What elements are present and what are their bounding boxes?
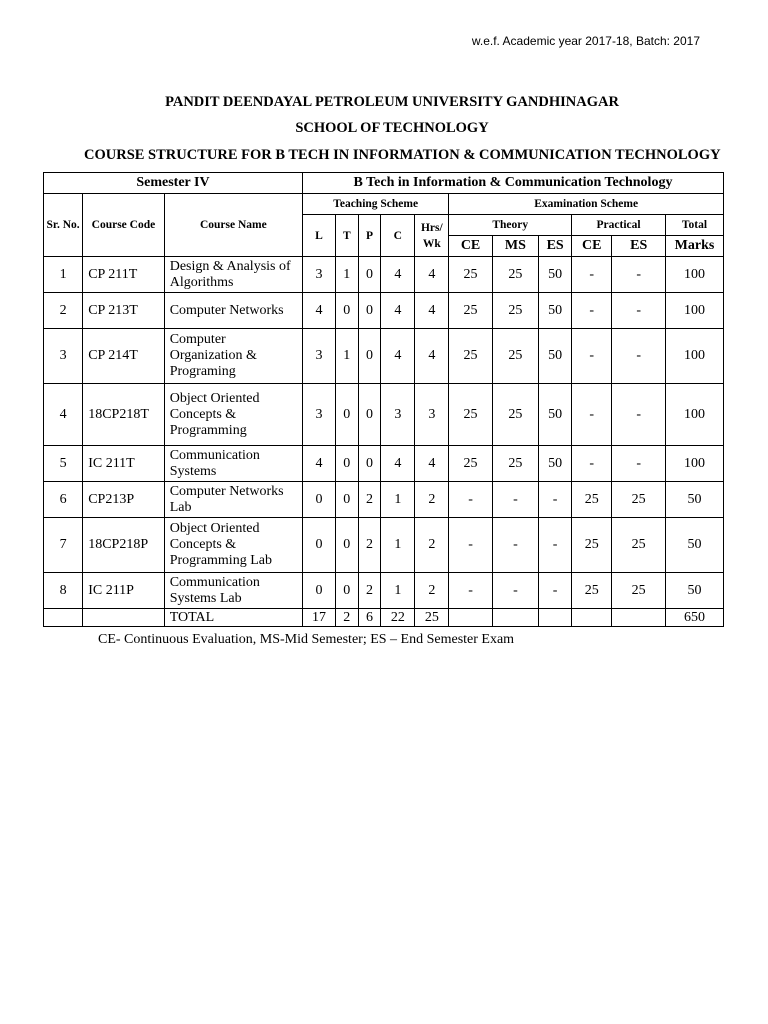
cell-ms: 25 — [492, 329, 538, 384]
t-header: T — [335, 215, 358, 257]
cell-total: 50 — [666, 518, 724, 573]
cell-ce: - — [449, 518, 492, 573]
c-header: C — [381, 215, 415, 257]
abbreviation-note: CE- Continuous Evaluation, MS-Mid Semester; ES – End Semester Exam — [98, 632, 515, 647]
table-row — [44, 573, 724, 609]
cell-pes: - — [612, 446, 666, 482]
marks-header: Marks — [666, 236, 724, 257]
cell-t: 0 — [335, 518, 358, 573]
cell-p: 0 — [358, 293, 381, 329]
examination-scheme-header: Examination Scheme — [449, 194, 724, 215]
cell-code: 18CP218T — [83, 384, 165, 446]
cell-t: 1 — [335, 257, 358, 293]
cell-l: 0 — [302, 573, 335, 609]
cell-ce: - — [449, 482, 492, 518]
course-name-header: Course Name — [164, 194, 302, 257]
course-structure-table — [43, 172, 724, 627]
cell-c: 1 — [381, 518, 415, 573]
cell-total: 100 — [666, 446, 724, 482]
cell-t: 0 — [335, 293, 358, 329]
totals-row — [44, 609, 724, 627]
cell-code: IC 211P — [83, 573, 165, 609]
cell-sr: 7 — [44, 518, 83, 573]
cell-l: 0 — [302, 482, 335, 518]
cell-es: - — [539, 482, 572, 518]
p-header: P — [358, 215, 381, 257]
table-row — [44, 482, 724, 518]
cell-p: 0 — [358, 384, 381, 446]
semester-cell: Semester IV — [44, 173, 303, 194]
cell-ce: 25 — [449, 329, 492, 384]
cell-code: CP 213T — [83, 293, 165, 329]
cell-pce: - — [572, 257, 612, 293]
cell-hrs: 4 — [415, 329, 449, 384]
cell-name: Object Oriented Concepts & Programming Lab — [164, 518, 302, 573]
cell-c: 4 — [381, 446, 415, 482]
table-row — [44, 518, 724, 573]
cell-sr: 4 — [44, 384, 83, 446]
school-title: SCHOOL OF TECHNOLOGY — [295, 120, 489, 136]
cell-hrs: 3 — [415, 384, 449, 446]
cell-t: 0 — [335, 384, 358, 446]
practical-header: Practical — [572, 215, 666, 236]
cell-es: 50 — [539, 257, 572, 293]
cell-l: 3 — [302, 257, 335, 293]
cell-pce: - — [572, 384, 612, 446]
cell-total: 50 — [666, 482, 724, 518]
theory-es-header: ES — [539, 236, 572, 257]
cell-t: 0 — [335, 482, 358, 518]
cell-pce: - — [572, 329, 612, 384]
table-row — [44, 293, 724, 329]
theory-ms-header: MS — [492, 236, 538, 257]
cell-sr: 5 — [44, 446, 83, 482]
cell-c: 4 — [381, 329, 415, 384]
cell-ms: 25 — [492, 257, 538, 293]
program-cell: B Tech in Information & Communication Technology — [302, 173, 723, 194]
total-p: 6 — [358, 609, 381, 627]
cell-ms: 25 — [492, 446, 538, 482]
course-structure-title: COURSE STRUCTURE FOR B TECH IN INFORMATION & COMMUNICATION TECHNOLOGY — [84, 147, 721, 163]
cell-code: IC 211T — [83, 446, 165, 482]
course-code-header: Course Code — [83, 194, 165, 257]
cell-name: Design & Analysis of Algorithms — [164, 257, 302, 293]
cell-name: Computer Organization & Programing — [164, 329, 302, 384]
cell-t: 0 — [335, 446, 358, 482]
cell-pes: - — [612, 257, 666, 293]
teaching-scheme-header: Teaching Scheme — [302, 194, 448, 215]
cell-c: 1 — [381, 573, 415, 609]
cell-hrs: 4 — [415, 257, 449, 293]
cell-name: Communication Systems Lab — [164, 573, 302, 609]
cell-es: 50 — [539, 293, 572, 329]
cell-ms: 25 — [492, 293, 538, 329]
cell-pce: 25 — [572, 573, 612, 609]
cell-l: 0 — [302, 518, 335, 573]
cell-total: 100 — [666, 293, 724, 329]
theory-ce-header: CE — [449, 236, 492, 257]
cell-ce: 25 — [449, 446, 492, 482]
cell-code: 18CP218P — [83, 518, 165, 573]
cell-sr: 2 — [44, 293, 83, 329]
cell-code: CP213P — [83, 482, 165, 518]
cell-sr: 8 — [44, 573, 83, 609]
cell-c: 3 — [381, 384, 415, 446]
cell-pes: - — [612, 329, 666, 384]
cell-l: 3 — [302, 384, 335, 446]
cell-sr: 1 — [44, 257, 83, 293]
cell-ce: 25 — [449, 257, 492, 293]
cell-es: - — [539, 573, 572, 609]
cell-p: 0 — [358, 257, 381, 293]
cell-hrs: 4 — [415, 446, 449, 482]
cell-total: 100 — [666, 384, 724, 446]
cell-ms: 25 — [492, 384, 538, 446]
cell-code: CP 211T — [83, 257, 165, 293]
cell-t: 0 — [335, 573, 358, 609]
cell-total: 100 — [666, 329, 724, 384]
cell-pes: - — [612, 293, 666, 329]
cell-hrs: 4 — [415, 293, 449, 329]
university-title: PANDIT DEENDAYAL PETROLEUM UNIVERSITY GANDHINAGAR — [165, 94, 619, 110]
sr-no-header: Sr. No. — [44, 194, 83, 257]
table-row — [44, 329, 724, 384]
cell-c: 4 — [381, 293, 415, 329]
cell-name: Object Oriented Concepts & Programming — [164, 384, 302, 446]
cell-ms: - — [492, 518, 538, 573]
cell-hrs: 2 — [415, 518, 449, 573]
cell-pes: 25 — [612, 482, 666, 518]
total-header: Total — [666, 215, 724, 236]
table-row — [44, 384, 724, 446]
cell-pes: - — [612, 384, 666, 446]
practical-es-header: ES — [612, 236, 666, 257]
cell-total: 50 — [666, 573, 724, 609]
cell-ce: 25 — [449, 293, 492, 329]
cell-name: Computer Networks — [164, 293, 302, 329]
cell-l: 3 — [302, 329, 335, 384]
cell-es: 50 — [539, 384, 572, 446]
l-header: L — [302, 215, 335, 257]
cell-c: 4 — [381, 257, 415, 293]
cell-pce: 25 — [572, 482, 612, 518]
total-hrs: 25 — [415, 609, 449, 627]
cell-c: 1 — [381, 482, 415, 518]
cell-es: 50 — [539, 446, 572, 482]
batch-note: w.e.f. Academic year 2017-18, Batch: 2017 — [471, 34, 700, 48]
cell-es: - — [539, 518, 572, 573]
cell-total: 100 — [666, 257, 724, 293]
cell-hrs: 2 — [415, 482, 449, 518]
total-c: 22 — [381, 609, 415, 627]
practical-ce-header: CE — [572, 236, 612, 257]
cell-sr: 3 — [44, 329, 83, 384]
cell-pce: 25 — [572, 518, 612, 573]
cell-p: 0 — [358, 446, 381, 482]
cell-p: 0 — [358, 329, 381, 384]
cell-code: CP 214T — [83, 329, 165, 384]
cell-p: 2 — [358, 518, 381, 573]
cell-l: 4 — [302, 293, 335, 329]
cell-name: Computer Networks Lab — [164, 482, 302, 518]
total-l: 17 — [302, 609, 335, 627]
total-label: TOTAL — [164, 609, 302, 627]
cell-t: 1 — [335, 329, 358, 384]
cell-ce: 25 — [449, 384, 492, 446]
cell-pce: - — [572, 293, 612, 329]
cell-pes: 25 — [612, 573, 666, 609]
theory-header: Theory — [449, 215, 572, 236]
cell-ms: - — [492, 482, 538, 518]
cell-p: 2 — [358, 573, 381, 609]
cell-l: 4 — [302, 446, 335, 482]
cell-pce: - — [572, 446, 612, 482]
cell-ms: - — [492, 573, 538, 609]
cell-pes: 25 — [612, 518, 666, 573]
cell-hrs: 2 — [415, 573, 449, 609]
table-row — [44, 446, 724, 482]
cell-es: 50 — [539, 329, 572, 384]
cell-ce: - — [449, 573, 492, 609]
cell-sr: 6 — [44, 482, 83, 518]
cell-name: Communication Systems — [164, 446, 302, 482]
total-t: 2 — [335, 609, 358, 627]
table-row — [44, 257, 724, 293]
total-marks: 650 — [666, 609, 724, 627]
cell-p: 2 — [358, 482, 381, 518]
hrs-header: Hrs/ Wk — [415, 215, 449, 257]
